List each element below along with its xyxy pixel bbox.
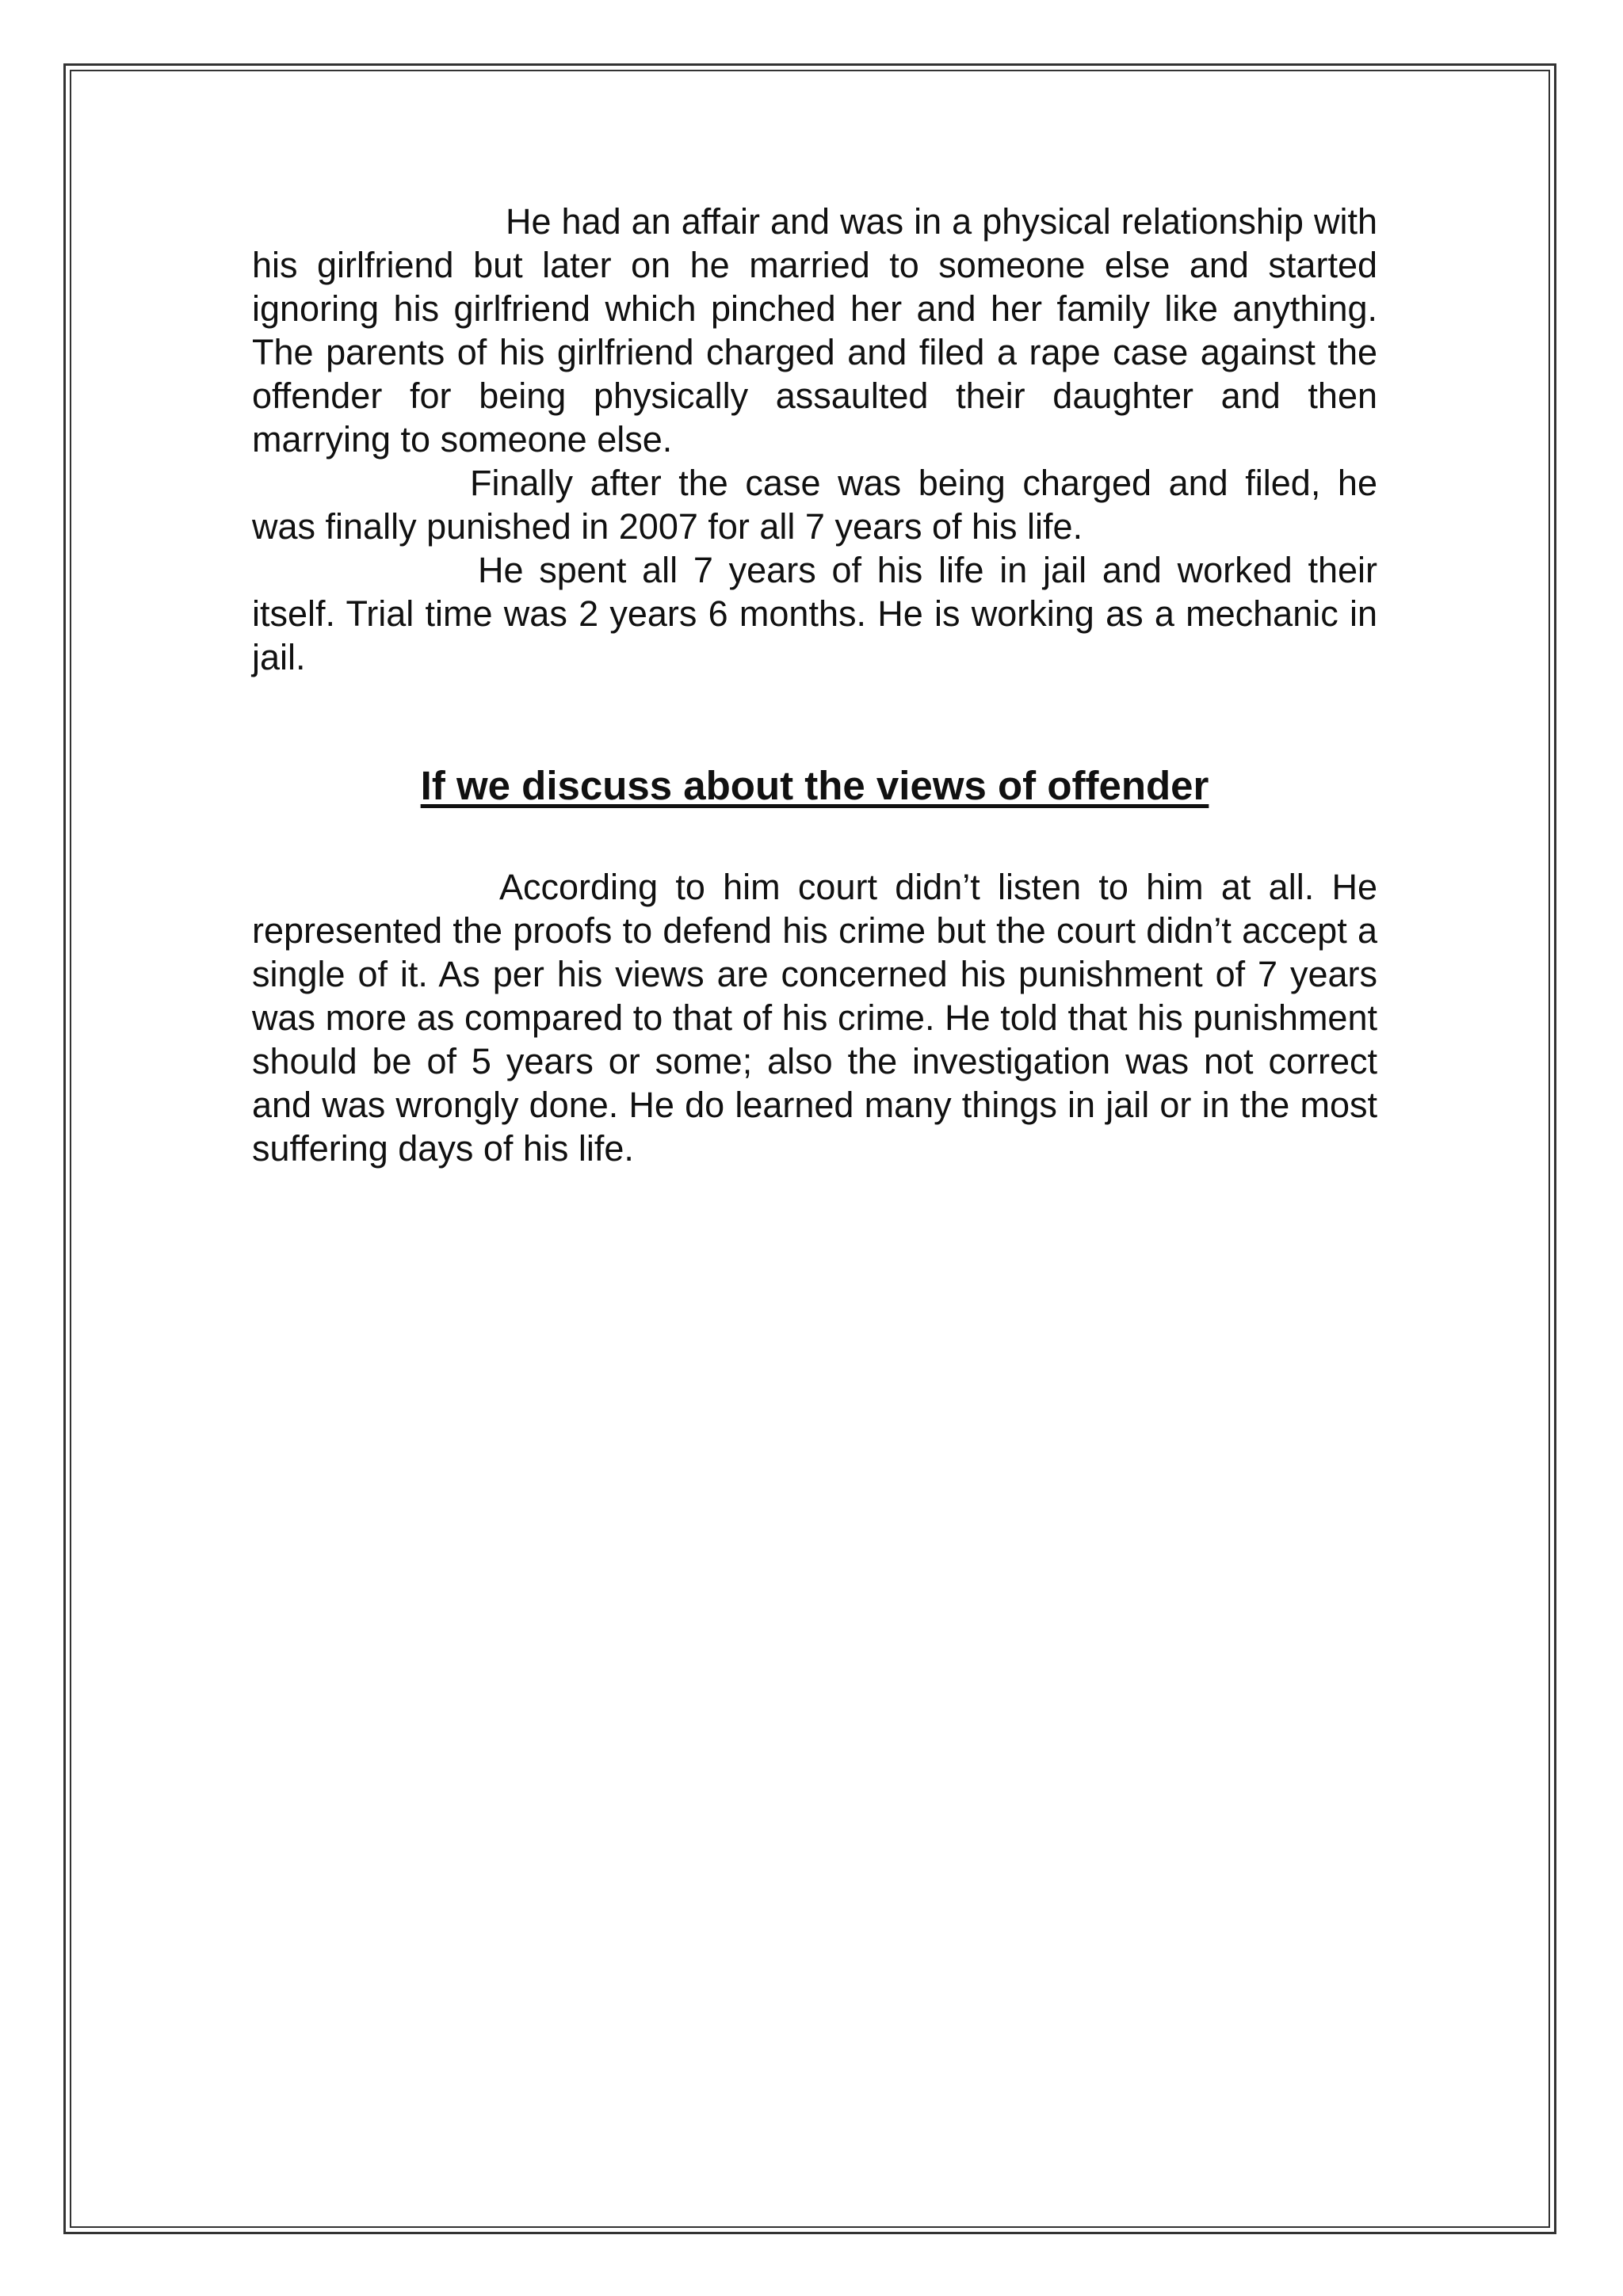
document-body (252, 200, 1377, 1170)
section-heading: If we discuss about the views of offender (420, 763, 1209, 808)
paragraph-affair: He had an affair and was in a physical relationship with his girlfriend but later on he married to someone else and started ignoring his girlfriend which pinched her and her family like anything. The parents of his girlfriend charged and filed a rape case against the offender for being physically assaulted their daughter and then marrying to someone else. (252, 201, 1377, 460)
paragraph-offender-views: According to him court didn’t listen to him at all. He represented the proofs to defend his crime but the court didn’t accept a single of it. As per his views are concerned his punishment of 7 years was more as compared to that of his crime. He told that his punishment should be of 5 years or some; also the investigation was not correct and was wrongly done. He do learned many things in jail or in the most suffering days of his life. (252, 867, 1377, 1169)
paragraph-punishment: Finally after the case was being charged and filed, he was finally punished in 2007 for all 7 years of his life. (252, 463, 1377, 547)
paragraph-jail-time: He spent all 7 years of his life in jail and worked their itself. Trial time was 2 years 6 months. He is working as a mechanic in jail. (252, 550, 1377, 677)
